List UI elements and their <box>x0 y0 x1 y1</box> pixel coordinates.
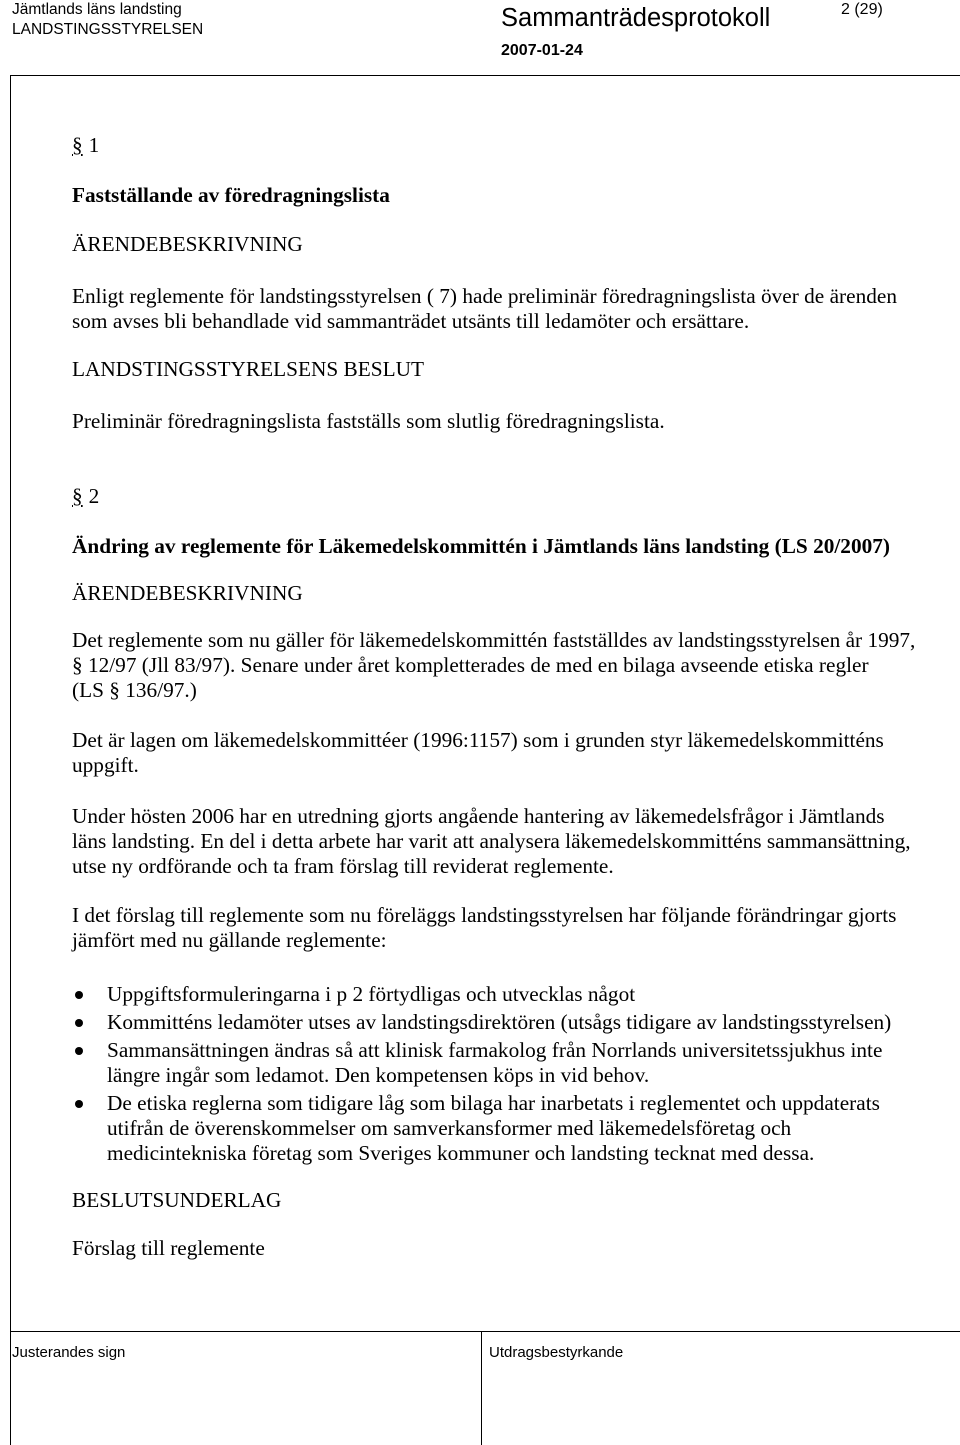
paragraph-line: som avses bli behandlade vid sammanträdet utsänts till ledamöter och ersättare. <box>72 309 750 333</box>
basis-text: Förslag till reglemente <box>72 1236 265 1260</box>
paragraph-sign: § <box>72 484 83 508</box>
paragraph-line: (LS § 136/97.) <box>72 678 197 702</box>
description-paragraph <box>72 728 884 778</box>
list-item-line: utifrån de överenskommelser om samverkansformer med läkemedelsföretag och <box>107 1116 792 1140</box>
list-item <box>0 982 960 1007</box>
list-item <box>0 1091 960 1166</box>
paragraph-line: Det reglemente som nu gäller för läkemedelskommittén fastställdes av landstingsstyrelsen år 1997, <box>72 628 916 652</box>
extract-certification-label: Utdragsbestyrkande <box>489 1344 624 1361</box>
page-number: 2 (29) <box>841 1 883 18</box>
header-divider <box>10 75 960 76</box>
board-name: LANDSTINGSSTYRELSEN <box>12 21 204 38</box>
bullet-icon <box>75 1047 83 1055</box>
paragraph-line: Det är lagen om läkemedelskommittéer (1996:1157) som i grunden styr läkemedelskommitténs <box>72 728 884 752</box>
section-number <box>72 484 99 509</box>
section-title: Ändring av reglemente för Läkemedelskommittén i Jämtlands läns landsting (LS 20/2007) <box>72 534 890 558</box>
changes-list <box>0 982 960 1169</box>
paragraph-line: § 12/97 (Jll 83/97). Senare under året kompletterades de med en bilaga avseende etiska regler <box>72 653 869 677</box>
bullet-icon <box>75 1100 83 1108</box>
list-item-line: Sammansättningen ändras så att klinisk farmakolog från Norrlands universitetssjukhus inte <box>107 1038 883 1062</box>
section-number <box>72 133 99 158</box>
meeting-date: 2007-01-24 <box>501 42 583 59</box>
footer-divider <box>10 1331 960 1332</box>
basis-heading: BESLUTSUNDERLAG <box>72 1188 282 1212</box>
decision-heading: LANDSTINGSSTYRELSENS BESLUT <box>72 357 425 381</box>
paragraph-sign: § <box>72 133 83 157</box>
section-title: Fastställande av föredragningslista <box>72 183 390 207</box>
list-item-line: Uppgiftsformuleringarna i p 2 förtydligas och utvecklas något <box>107 982 636 1006</box>
description-paragraph <box>72 628 915 703</box>
document-type-title: Sammanträdesprotokoll <box>501 4 771 32</box>
description-paragraph <box>72 284 897 334</box>
description-heading: ÄRENDEBESKRIVNING <box>72 581 303 605</box>
list-item <box>0 1010 960 1035</box>
paragraph-line: Under hösten 2006 har en utredning gjorts angående hantering av läkemedelsfrågor i Jämtlands <box>72 804 885 828</box>
footer-column-divider <box>481 1331 482 1445</box>
decision-text: Preliminär föredragningslista fastställs som slutlig föredragningslista. <box>72 409 665 433</box>
organization-name: Jämtlands läns landsting <box>12 1 182 18</box>
section-number-value: 2 <box>88 484 100 508</box>
bullet-icon <box>75 1019 83 1027</box>
paragraph-line: uppgift. <box>72 753 139 777</box>
paragraph-line: läns landsting. En del i detta arbete har varit att analysera läkemedelskommitténs sammansättning, <box>72 829 911 853</box>
signature-label: Justerandes sign <box>12 1344 126 1361</box>
paragraph-line: jämfört med nu gällande reglemente: <box>72 928 387 952</box>
description-heading: ÄRENDEBESKRIVNING <box>72 232 303 256</box>
list-item <box>0 1038 960 1088</box>
bullet-icon <box>75 991 83 999</box>
paragraph-line: I det förslag till reglemente som nu föreläggs landstingsstyrelsen har följande förändringar gjorts <box>72 903 897 927</box>
left-margin-line <box>10 75 11 1445</box>
paragraph-line: Enligt reglemente för landstingsstyrelsen ( 7) hade preliminär föredragningslista över de ärenden <box>72 284 897 308</box>
section-number-value: 1 <box>88 133 100 157</box>
list-item-line: Kommitténs ledamöter utses av landstingsdirektören (utsågs tidigare av landstingsstyrelsen) <box>107 1010 892 1034</box>
list-item-line: medicintekniska företag som Sveriges kommuner och landsting tecknat med dessa. <box>107 1141 815 1165</box>
list-item-line: De etiska reglerna som tidigare låg som bilaga har inarbetats i reglementet och uppdaterats <box>107 1091 880 1115</box>
description-paragraph <box>72 903 896 953</box>
paragraph-line: utse ny ordförande och ta fram förslag till reviderat reglemente. <box>72 854 614 878</box>
list-item-line: längre ingår som ledamot. Den kompetensen köps in vid behov. <box>107 1063 650 1087</box>
description-paragraph <box>72 804 911 879</box>
